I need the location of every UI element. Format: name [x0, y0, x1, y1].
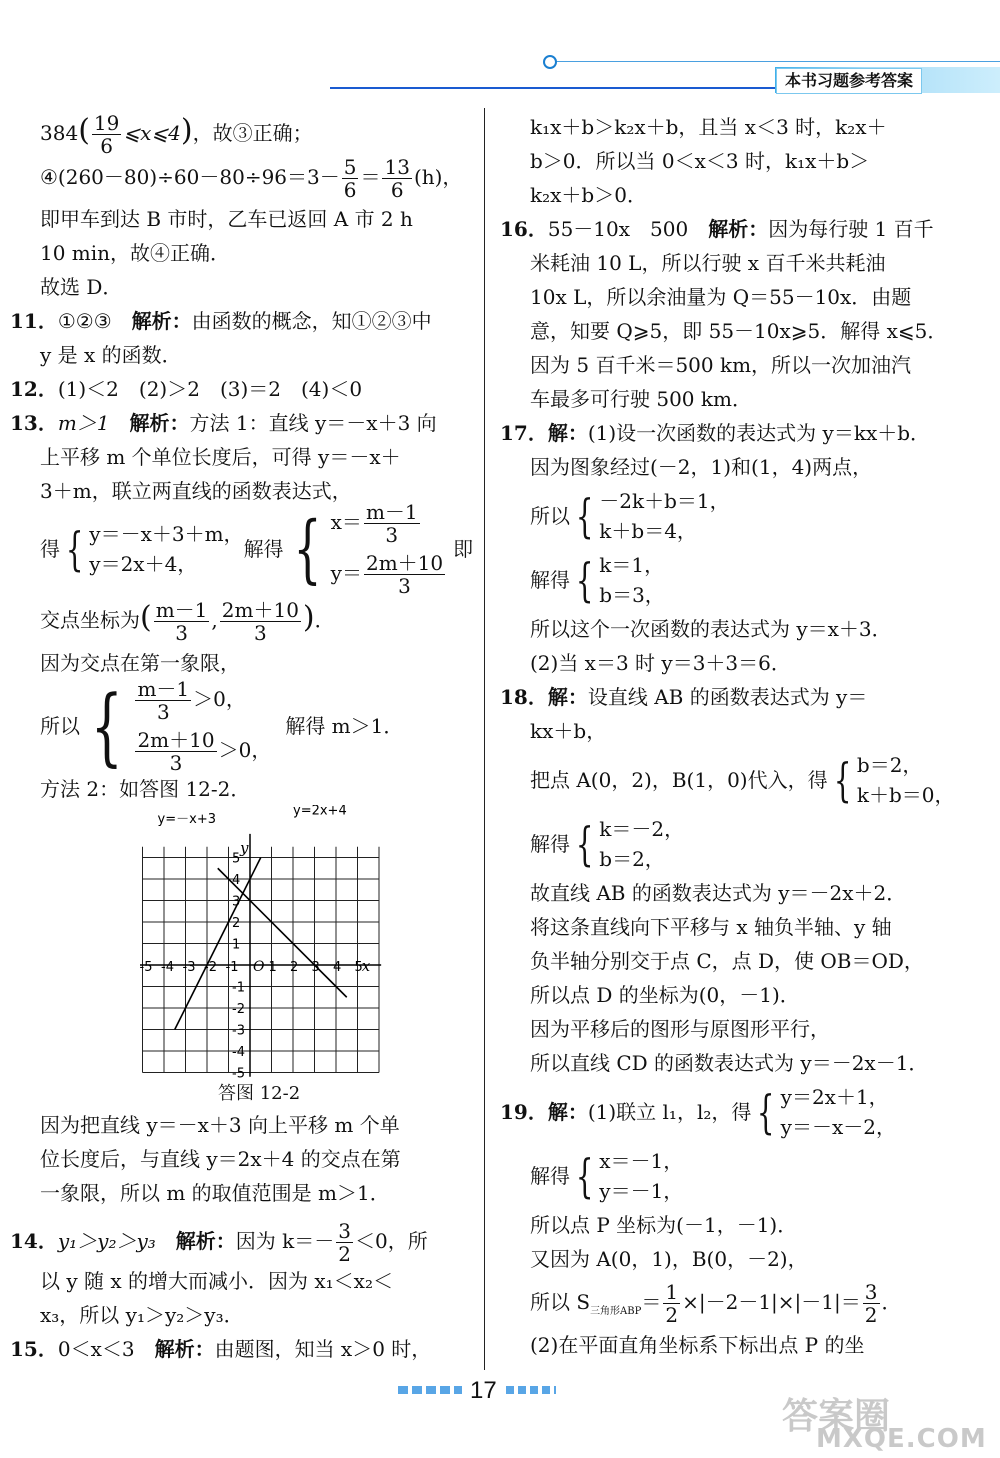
q15-cont-3: k₂x＋b＞0．	[530, 183, 647, 207]
x-tick-label: -5	[140, 960, 153, 975]
q13-intersection: 交点坐标为( $\frac{m-1}{3}$ , $\frac{2m+10}{3}$ )．	[40, 598, 335, 645]
q16-line-4: 意，知要 Q⩾5，即 55－10x⩾5．解得 x⩽5．	[530, 319, 948, 343]
y-axis-label: y	[240, 838, 249, 857]
q14-line-3: x₃，所以 y₁＞y₂＞y₃．	[40, 1303, 244, 1327]
q18-line-5: 故直线 AB 的函数表达式为 y＝－2x＋2．	[530, 881, 907, 905]
q17-system-2: 解得 { k＝1， b＝3，	[530, 553, 665, 607]
line-label-2: y=2x+4	[293, 805, 347, 819]
q11: 11．①②③ 解析：由函数的概念，知①②③中	[10, 309, 432, 333]
left-line-3: 即甲车到达 B 市时，乙车已返回 A 市 2 h	[40, 207, 413, 231]
q15: 15．0＜x＜3 解析：由题图，知当 x＞0 时，	[10, 1337, 432, 1361]
q13-para-1: 因为把直线 y＝－x＋3 向上平移 m 个单	[40, 1113, 400, 1137]
q17-line-5: 所以这个一次函数的表达式为 y＝x＋3．	[530, 617, 892, 641]
q19-line-6: (2)在平面直角坐标系下标出点 P 的坐	[530, 1333, 865, 1357]
figure-12-2	[140, 805, 400, 1080]
y-tick-label: -5	[232, 1066, 245, 1080]
q18-system-1: 把点 A(0，2)，B(1，0)代入，得 { b＝2， k＋b＝0，	[530, 753, 955, 807]
y-tick-label: -1	[232, 980, 245, 996]
q16-line-2: 米耗油 10 L，所以行驶 x 百千米共耗油	[530, 251, 886, 275]
q16-line-6: 车最多可行驶 500 km．	[530, 387, 752, 411]
q13-method-2: 方法 2：如答图 12-2．	[40, 777, 251, 801]
q17-system-1: 所以 { －2k＋b＝1， k＋b＝4，	[530, 489, 730, 543]
x-tick-label: -4	[161, 960, 174, 975]
q16: 16．55－10x 500 解析：因为每行驶 1 百千	[500, 217, 934, 241]
q15-cont-1: k₁x＋b＞k₂x＋b，且当 x＜3 时，k₂x＋	[530, 115, 887, 139]
q13-inequalities: 所以 { $\frac{m-1}{3}$ ＞0， $\frac{2m+10}{3}$ ＞0， 解得 m＞1．	[40, 677, 404, 775]
y-tick-label: 1	[232, 937, 241, 953]
y-tick-label: -3	[232, 1023, 245, 1039]
left-line-5: 故选 D．	[40, 275, 123, 299]
fraction: $\frac{19}{6}$	[93, 111, 120, 158]
q18-line-9: 因为平移后的图形与原图形平行，	[530, 1017, 830, 1041]
q13-line-2: 上平移 m 个单位长度后，可得 y＝－x＋	[40, 445, 401, 469]
q18-line-8: 所以点 D 的坐标为(0，－1)．	[530, 983, 800, 1007]
origin-label: O	[253, 959, 265, 975]
page-number-decoration-right	[506, 1386, 556, 1394]
left-column	[10, 110, 474, 806]
x-tick-label: 4	[333, 960, 342, 975]
q17: 17．解：(1)设一次函数的表达式为 y＝kx＋b．	[500, 421, 931, 445]
q18-line-2: kx＋b，	[530, 719, 607, 743]
q16-line-5: 因为 5 百千米＝500 km，所以一次加油汽	[530, 353, 912, 377]
y-tick-label: 3	[232, 894, 241, 910]
x-axis-label: x	[361, 957, 371, 975]
q17-line-6: (2)当 x＝3 时 y＝3＋3＝6．	[530, 651, 791, 675]
y-tick-label: 5	[232, 851, 241, 867]
q19: 19． 解： (1)联立 l₁，l₂，得 { y＝2x＋1， y＝－x－2，	[500, 1085, 896, 1139]
x-tick-label: -2	[204, 960, 217, 975]
header-title: 本书习题参考答案	[776, 68, 922, 94]
page-number-decoration-left	[398, 1386, 462, 1394]
q18-line-6: 将这条直线向下平移与 x 轴负半轴、y 轴	[530, 915, 892, 939]
q19-system-2: 解得 { x＝－1， y＝－1，	[530, 1149, 684, 1203]
x-tick-label: -3	[182, 960, 196, 975]
q13: 13．m＞1 解析：方法 1：直线 y＝－x＋3 向	[10, 411, 437, 435]
y-tick-label: -4	[232, 1045, 245, 1060]
q13-line-3: 3＋m，联立两直线的函数表达式，	[40, 479, 352, 503]
q13-para-2: 位长度后，与直线 y＝2x＋4 的交点在第	[40, 1147, 401, 1171]
q18: 18．解：设直线 AB 的函数表达式为 y＝	[500, 685, 868, 709]
left-column-bottom	[10, 1108, 472, 1366]
y-tick-label: 2	[232, 916, 241, 931]
right-column	[500, 110, 955, 1362]
line-label-1: y=－x+3	[157, 812, 217, 828]
watermark: 答案圈 MXQE.COM	[782, 1396, 987, 1454]
left-line-1: 384( $\frac{19}{6}$ ⩽x⩽4)，故③正确；	[40, 111, 313, 158]
q18-system-2: 解得 { k＝－2， b＝2，	[530, 817, 685, 871]
q19-area: 所以 $S_{三角形ABP}=$ $\frac{1}{2}$ ×|－2－1|×|－1|＝ $\frac{3}{2}$ ．	[530, 1280, 902, 1327]
q12: 12．(1)＜2 (2)＞2 (3)＝2 (4)＜0	[10, 377, 363, 401]
header-thin-line	[555, 61, 1000, 62]
q19-line-4: 又因为 A(0，1)，B(0，－2)，	[530, 1247, 808, 1271]
header-dot	[543, 55, 557, 69]
q13-system-line: 得 { y＝－x＋3＋m， y＝2x＋4， 解得 { x＝ $\frac{m-1}{3}$ y＝ $\frac{2m+10}{3}$ 即	[40, 500, 474, 598]
x-tick-label: 2	[290, 960, 299, 975]
q13-para-3: 一象限，所以 m 的取值范围是 m＞1．	[40, 1181, 390, 1205]
left-line-2: ④(260－80)÷60－80÷96＝3－ $\frac{5}{6}$ ＝ $\frac{13}{6}$ (h)，	[40, 155, 463, 202]
y-tick-label: 4	[232, 873, 241, 888]
q18-line-7: 负半轴分别交于点 C，点 D，使 OB＝OD，	[530, 949, 924, 973]
x-tick-label: 5	[354, 960, 363, 975]
left-line-4: 10 min，故④正确．	[40, 241, 231, 265]
q15-cont-2: b＞0．所以当 0＜x＜3 时，k₁x＋b＞	[530, 149, 870, 173]
header-line	[330, 87, 780, 89]
q11-line-2: y 是 x 的函数．	[40, 343, 182, 367]
q16-line-3: 10x L，所以余油量为 Q＝55－10x．由题	[530, 285, 912, 309]
x-tick-label: 3	[311, 960, 320, 975]
page-number: 17	[470, 1377, 497, 1404]
x-tick-label: -1	[225, 960, 239, 975]
q18-line-10: 所以直线 CD 的函数表达式为 y＝－2x－1．	[530, 1051, 929, 1075]
q19-line-3: 所以点 P 坐标为(－1，－1)．	[530, 1213, 798, 1237]
q13-line-7: 因为交点在第一象限，	[40, 651, 240, 675]
q14-line-2: 以 y 随 x 的增大而减小．因为 x₁＜x₂＜	[40, 1269, 393, 1293]
q17-line-2: 因为图象经过(－2，1)和(1，4)两点，	[530, 455, 873, 479]
column-divider	[484, 108, 485, 1370]
q14: 14．y₁＞y₂＞y₃ 解析：因为 k＝－ $\frac{3}{2}$ ＜0，所	[10, 1219, 428, 1266]
y-tick-label: -2	[232, 1002, 245, 1017]
x-tick-label: 1	[268, 960, 277, 975]
figure-caption: 答图 12-2	[218, 1083, 301, 1104]
